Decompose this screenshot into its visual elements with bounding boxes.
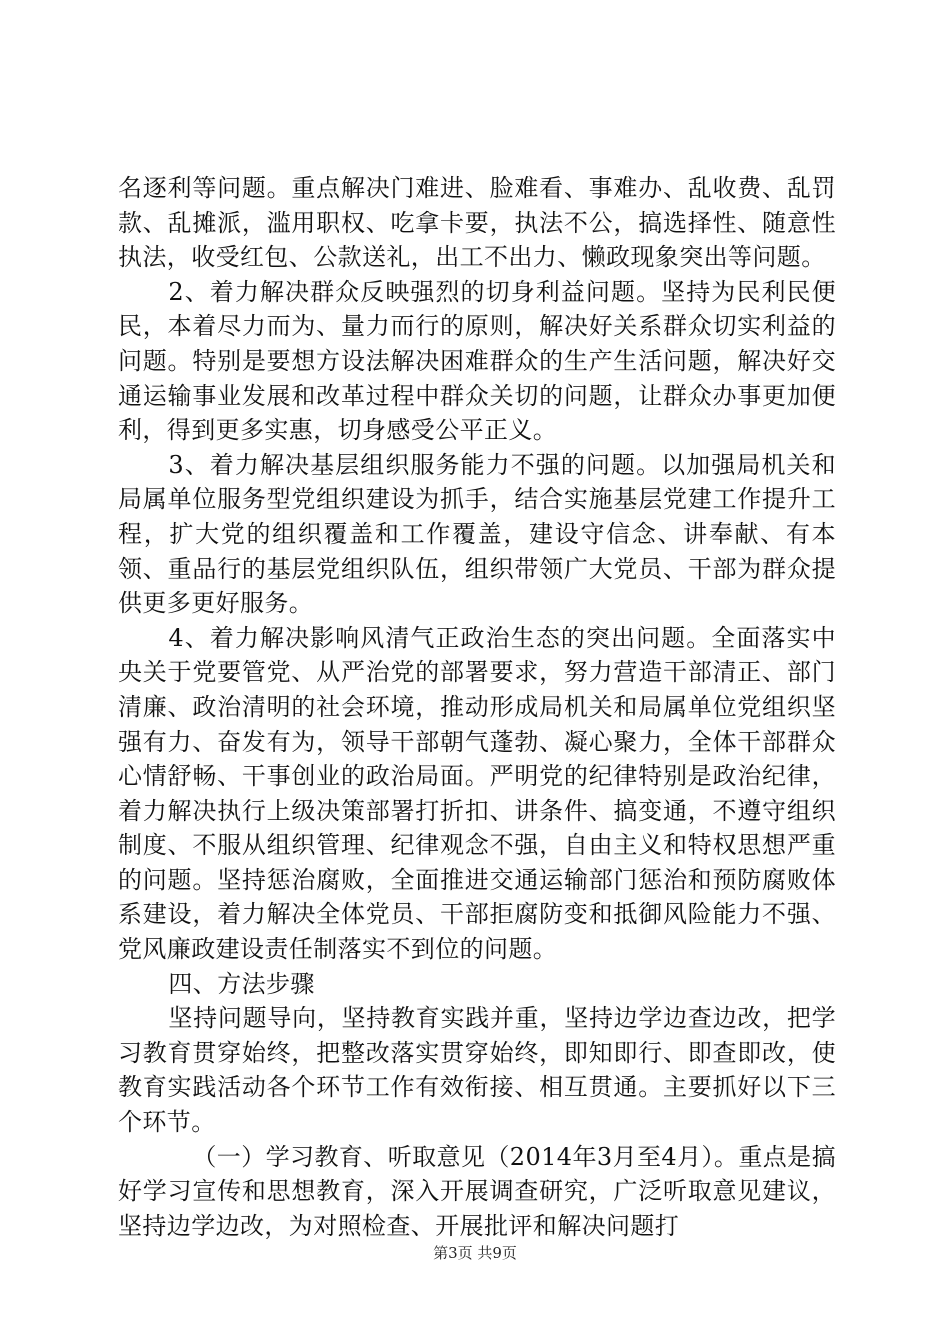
paragraph-item-3: 3、着力解决基层组织服务能力不强的问题。以加强局机关和局属单位服务型党组织建设为抓手，结合实施基层党建工作提升工程，扩大党的组织覆盖和工作覆盖，建设守信念、讲奉献、有本领、重品行的基层党组织队伍，组织带领广大党员、干部为群众提供更多更好服务。 [118,450,836,618]
section-heading-methods: 四、方法步骤 [168,969,315,998]
paragraph-item-2: 2、着力解决群众反映强烈的切身利益问题。坚持为民利民便民，本着尽力而为、量力而行的原则，解决好关系群众切实利益的问题。特别是要想方设法解决困难群众的生产生活问题，解决好交通运输事业发展和改革过程中群众关切的问题，让群众办事更加便利，得到更多实惠，切身感受公平正义。 [118,277,836,445]
document-body [118,171,836,1243]
paragraph-item-4: 4、着力解决影响风清气正政治生态的突出问题。全面落实中央关于党要管党、从严治党的部署要求，努力营造干部清正、部门清廉、政治清明的社会环境，推动形成局机关和局属单位党组织坚强有力、奋发有为，领导干部朝气蓬勃、凝心聚力，全体干部群众心情舒畅、干事创业的政治局面。严明党的纪律特别是政治纪律，着力解决执行上级决策部署打折扣、讲条件、搞变通，不遵守组织制度、不服从组织管理、纪律观念不强，自由主义和特权思想严重的问题。坚持惩治腐败，全面推进交通运输部门惩治和预防腐败体系建设，着力解决全体党员、干部拒腐防变和抵御风险能力不强、党风廉政建设责任制落实不到位的问题。 [118,623,836,964]
page-number-footer: 第3页 共9页 [433,1244,517,1262]
paragraph-step-1: （一）学习教育、听取意见（2014年3月至4月）。重点是搞好学习宣传和思想教育，深入开展调查研究，广泛听取意见建议，坚持边学边改，为对照检查、开展批评和解决问题打 [118,1142,836,1240]
paragraph-continuation: 名逐利等问题。重点解决门难进、脸难看、事难办、乱收费、乱罚款、乱摊派，滥用职权、吃拿卡要，执法不公，搞选择性、随意性执法，收受红包、公款送礼，出工不出力、懒政现象突出等问题。 [118,174,836,272]
paragraph-methods-intro: 坚持问题导向，坚持教育实践并重，坚持边学边查边改，把学习教育贯穿始终，把整改落实贯穿始终，即知即行、即查即改，使教育实践活动各个环节工作有效衔接、相互贯通。主要抓好以下三个环节。 [118,1004,836,1137]
